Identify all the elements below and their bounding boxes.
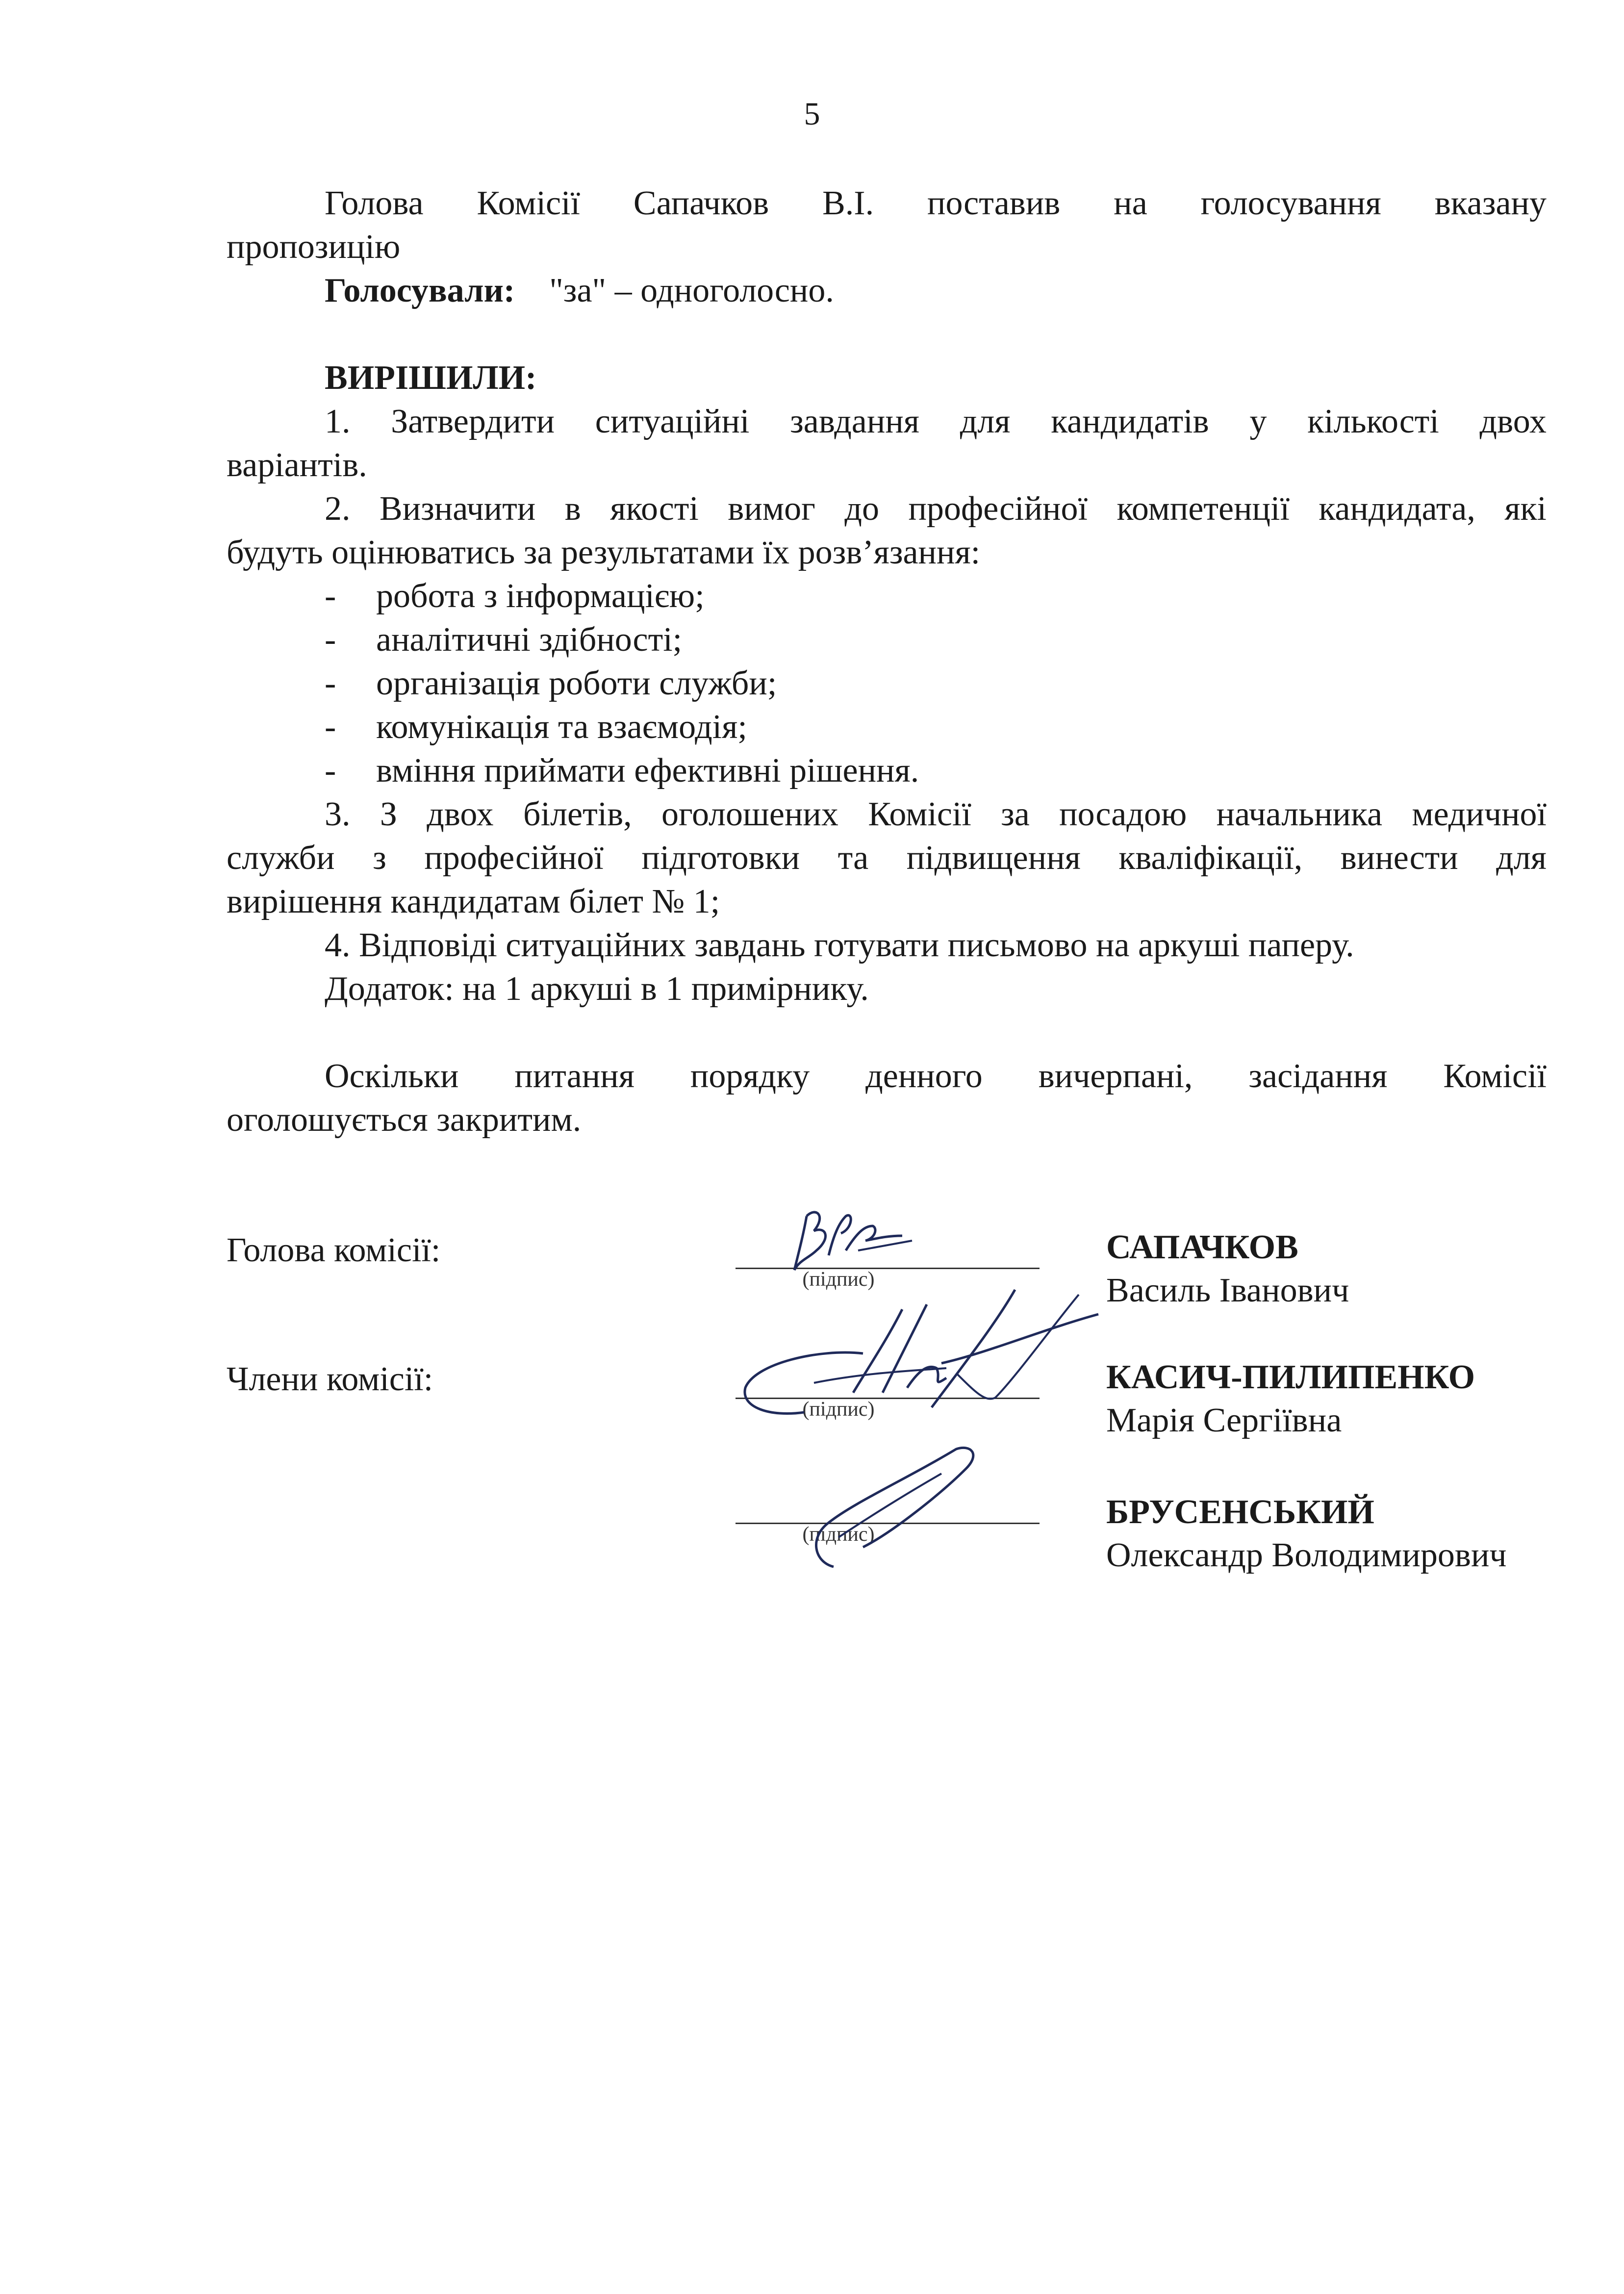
signature-member-2 [794,1439,1000,1586]
chair-label: Голова комісії: [227,1231,441,1269]
decided-heading: ВИРІШИЛИ: [325,359,537,397]
surname: КАСИЧ-ПИЛИПЕНКО [1106,1358,1475,1396]
person-chair [1106,1226,1349,1312]
text-line: оголошується закритим. [227,1101,582,1139]
vote-result [227,269,1547,312]
signature-caption: (підпис) [802,1398,875,1421]
signature-member-1 [740,1280,1103,1427]
text-line: 3. З двох білетів, оголошених Комісії за посадою начальника медичної [325,795,1547,833]
text-line: Голова Комісії Сапачков В.І. поставив на голосування вказану [325,184,1547,222]
voted-label: Голосували: [325,272,515,309]
signature-chair [780,1197,927,1280]
text-line: 1. Затвердити ситуаційні завдання для кандидатів у кількості двох [325,403,1547,440]
text-line: вирішення кандидатам білет № 1; [227,883,720,920]
surname: САПАЧКОВ [1106,1228,1298,1266]
text-line: 4. Відповіді ситуаційних завдань готувати письмово на аркуші паперу. [325,926,1354,964]
person-member-2 [1106,1491,1507,1577]
given-name: Василь Іванович [1106,1272,1349,1309]
surname: БРУСЕНСЬКИЙ [1106,1493,1374,1531]
given-name: Марія Сергіївна [1106,1402,1342,1439]
page-number: 5 [804,96,820,132]
list-item: - аналітичні здібності; [325,621,683,659]
list-item: - організація роботи служби; [325,664,777,702]
members-label: Члени комісії: [227,1360,433,1398]
text-line: пропозицію [227,228,401,266]
text-line: служби з професійної підготовки та підвищення кваліфікації, винести для [227,839,1547,877]
signature-caption: (підпис) [802,1523,875,1546]
text-line: варіантів. [227,446,367,484]
given-name: Олександр Володимирович [1106,1536,1507,1574]
text-line: Оскільки питання порядку денного вичерпані, засідання Комісії [325,1057,1547,1095]
list-item: - вміння приймати ефективні рішення. [325,752,919,790]
signature-caption: (підпис) [802,1268,875,1291]
list-item: - робота з інформацією; [325,577,705,615]
person-member-1 [1106,1356,1475,1442]
voted-value: "за" – одноголосно. [549,272,834,309]
appendix-line: Додаток: на 1 аркуші в 1 примірнику. [325,970,869,1008]
text-line: 2. Визначити в якості вимог до професійної компетенції кандидата, які [325,490,1547,528]
text-line: будуть оцінюватись за результатами їх розв’язання: [227,534,981,571]
list-item: - комунікація та взаємодія; [325,708,747,746]
